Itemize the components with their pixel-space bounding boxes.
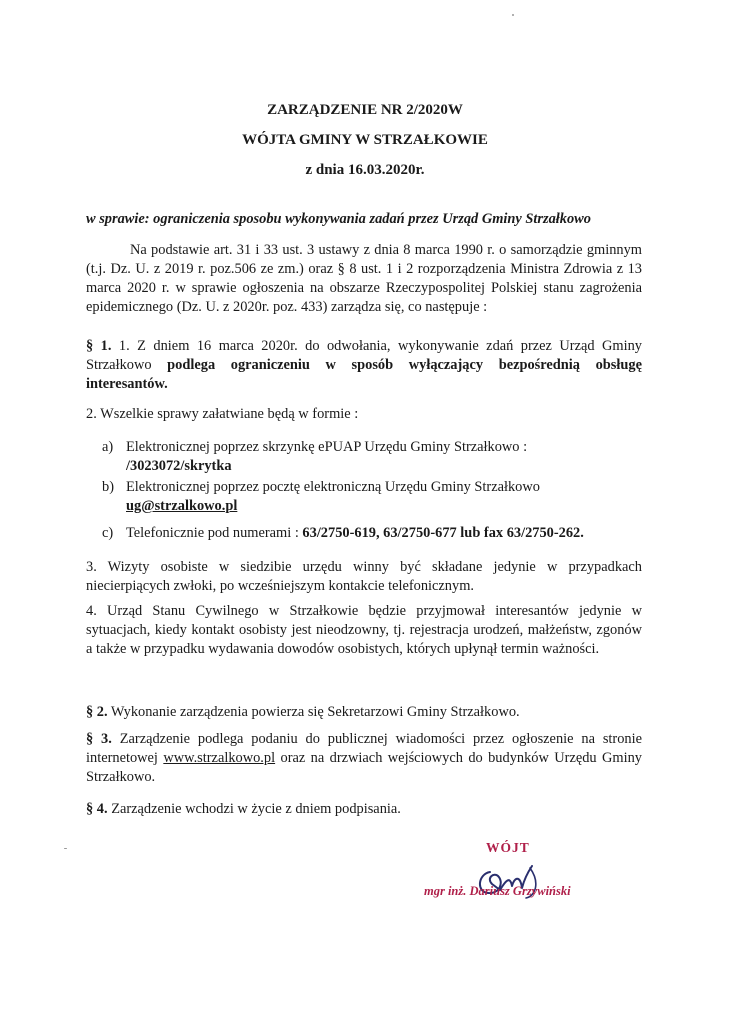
list-marker-b: b): [102, 479, 114, 495]
subject-text: ograniczenia sposobu wykonywania zadań przez Urząd Gminy Strzałkowo: [149, 211, 591, 227]
section-4: [86, 800, 642, 819]
section-3-sign: § 3.: [86, 731, 112, 747]
section-2-sign: § 2.: [86, 704, 108, 720]
section-3-text-1: Zarządzenie podlega podaniu do publicznej wiadomości przez ogłoszenie na stronie internetowej: [86, 731, 642, 766]
list-marker-c: c): [102, 525, 114, 541]
list-marker-a: a): [102, 439, 114, 455]
scan-speck: [512, 14, 514, 16]
section-3-text-2: oraz na drzwiach wejściowych do budynków Urzędu Gminy Strzałkowo.: [86, 750, 642, 785]
section-4-sign: § 4.: [86, 801, 108, 817]
list-item-b-text: Elektronicznej poprzez pocztę elektroniczną Urzędu Gminy Strzałkowo: [126, 479, 540, 495]
section-4-text: Zarządzenie wchodzi w życie z dniem podpisania.: [107, 801, 401, 817]
subject-line: [86, 211, 646, 228]
section-1: [86, 337, 642, 394]
intro-paragraph: Na podstawie art. 31 i 33 ust. 3 ustawy z dnia 8 marca 1990 r. o samorządzie gminnym (t.j. Dz. U. z 2019 r. poz.506 ze zm.) oraz § 8 ust. 1 i 2 rozporządzenia Ministra Zdrowia z 13 marca 2020 r. w sprawie ogłoszenia na obszarze Rzeczypospolitej Polskiej stanu zagrożenia epidemicznego (Dz. U. z 2020r. poz. 433) zarządza się, co następuje :: [86, 242, 642, 315]
point-2: 2. Wszelkie sprawy załatwiane będą w formie :: [86, 406, 359, 422]
point-4: 4. Urząd Stanu Cywilnego w Strzałkowie będzie przyjmował interesantów jedynie w sytuacjach, kiedy kontakt osobisty jest nieodzowny, tj. rejestracja urodzeń, małżeństw, zgonów a także w przypadku wydawania dowodów osobistych, których upłynął termin ważności.: [86, 603, 642, 657]
section-2-text: Wykonanie zarządzenia powierza się Sekretarzowi Gminy Strzałkowo.: [107, 704, 520, 720]
section-1-sign: § 1.: [86, 338, 112, 354]
point-3: 3. Wizyty osobiste w siedzibie urzędu winny być składane jedynie w przypadkach niecierpiących zwłoki, po wcześniejszym kontakcie telefonicznym.: [86, 559, 642, 594]
email-link[interactable]: ug@strzalkowo.pl: [126, 498, 238, 514]
title-line-1: ZARZĄDZENIE NR 2/2020W: [267, 102, 463, 118]
title-line-2: WÓJTA GMINY W STRZAŁKOWIE: [242, 132, 488, 148]
website-link[interactable]: www.strzalkowo.pl: [163, 750, 276, 766]
list-item-a-text: Elektronicznej poprzez skrzynkę ePUAP Urzędu Gminy Strzałkowo :: [126, 439, 528, 455]
subject-prefix: w sprawie:: [86, 211, 150, 227]
scan-speck: [64, 848, 67, 849]
epuap-address: /3023072/skrytka: [126, 458, 232, 474]
section-1-text: 1. Z dniem 16 marca 2020r. do odwołania, wykonywanie zdań przez Urząd Gminy Strzałkowo: [86, 338, 642, 373]
section-3: [86, 730, 642, 787]
signatory-name: mgr inż. Dariusz Grzywiński: [424, 884, 571, 898]
list-item-c-text: Telefonicznie pod numerami :: [126, 525, 303, 541]
section-2: [86, 703, 642, 722]
signature-title: WÓJT: [486, 840, 530, 855]
section-1-bold: podlega ograniczeniu w sposób wyłączający bezpośrednią obsługę interesantów.: [86, 357, 642, 392]
title-date: z dnia 16.03.2020r.: [305, 162, 425, 178]
phone-numbers: 63/2750-619, 63/2750-677 lub fax 63/2750-262.: [302, 525, 584, 541]
